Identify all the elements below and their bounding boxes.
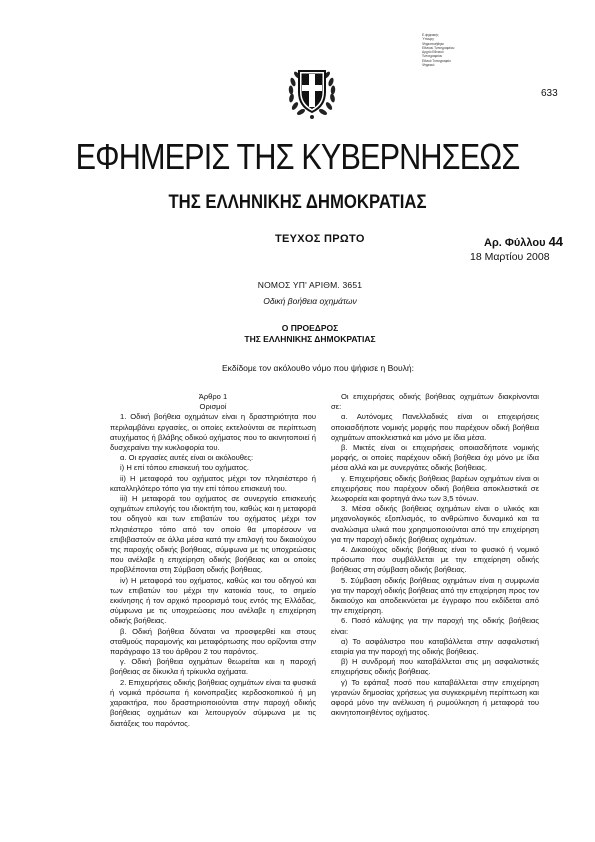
promulgation-formula: Εκδίδομε τον ακόλουθο νόμο που ψήφισε η Βουλή: [222,363,414,373]
page-number: 633 [541,88,558,99]
issue-date: 18 Μαρτίου 2008 [470,251,550,263]
stamp-line: Τυπογραφείου [422,54,443,59]
stamp-line: Εθνικού Τυπογραφείου [422,45,455,50]
body-paragraph: ii) Η μεταφορά του οχήματος μέχρι τον πλησιέστερο ή καταλληλότερο τόπο για την επί τόπου επισκευή του. [110,473,316,493]
gazette-title: ΕΦΗΜΕΡΙΣ ΤΗΣ ΚΥΒΕΡΝΗΣΕΩΣ [75,136,520,177]
body-paragraph: α. Αυτόνομες Πανελλαδικές είναι οι επιχειρήσεις οποιασδήποτε νομικής μορφής που παρέχουν οδική βοήθεια οχημάτων αποκλειστικά και μόνο με ίδια μέσα. [331,412,539,442]
issue-volume: ΤΕΥΧΟΣ ΠΡΩΤΟ [275,233,365,245]
body-paragraph: α) Το ασφάλιστρο που καταβάλλεται στην ασφαλιστική εταιρία για την παροχή της οδικής βοήθειας. [331,636,539,657]
stamp-line: Ψηφιοποιήθηκε [422,41,444,46]
body-paragraph: 5. Σύμβαση οδικής βοήθειας οχημάτων είναι η συμφωνία για την παροχή οδικής βοήθειας από την επιχείρηση προς τον δικαιούχο και αποδεικνύεται με έγγραφο που εκδίδεται από την επιχείρηση. [331,575,539,616]
sheet-label-text: Αρ. Φύλλου [484,237,546,249]
stamp-line: E.ψηφιακής [422,33,439,37]
law-number: ΝΟΜΟΣ ΥΠ' ΑΡΙΘΜ. 3651 [257,280,363,290]
body-paragraph: γ) Το εφάπαξ ποσό που καταβάλλεται στην επιχείρηση γερανών δημοσίας χρήσεως για συγκεκριμένη περίπτωση και αφορά μόνο την ανέλκυση ή ρυμούλκηση ή μεταφορά του ακινητοποιηθέντος οχήματος. [331,677,539,718]
body-paragraph: β. Οδική βοήθεια δύναται να προσφερθεί και στους σταθμούς παραμονής και μεταφόρτωσης που ορίζονται στην παράγραφο 13 του άρθρου 2 του παρόντος. [110,626,316,657]
stamp-line: Αρχείο Εθνικού [422,50,444,55]
body-paragraph: γ. Οδική βοήθεια οχημάτων θεωρείται και η παροχή βοήθειας σε δίκυκλα ή τρίκυκλα οχήματα. [110,657,316,677]
article-heading: Ορισμοί [199,402,227,412]
sheet-number-label [484,234,563,249]
right-text-column [331,392,539,719]
left-text-column [110,392,316,729]
stamp-line: Ύπουργ [422,37,434,42]
body-paragraph: α. Οι εργασίες αυτές είναι οι ακόλουθες: [120,453,254,463]
body-paragraph: 6. Ποσό κάλυψης για την παροχή της οδικής βοήθειας είναι: [331,616,539,636]
body-paragraph: γ. Επιχειρήσεις οδικής βοήθειας βαρέων οχημάτων είναι οι επιχειρήσεις που παρέχουν οδική βοήθεια αποκλειστικά σε λεωφορεία και φορτηγά άνω των 3,5 τόνων. [331,473,539,504]
law-title: Οδική βοήθεια οχημάτων [263,296,357,306]
body-paragraph: i) Η επί τόπου επισκευή του οχήματος. [120,463,249,473]
body-paragraph: β. Μικτές είναι οι επιχειρήσεις οποιασδήποτε νομικής μορφής, οι οποίες παρέχουν οδική βοήθεια όχι μόνο με ίδια μέσα αλλά και με συνεργάτες οδικής βοήθειας. [331,443,539,473]
stamp-line: Ψηφιακό [422,63,435,68]
body-paragraph: 3. Μέσα οδικής βοήθειας οχημάτων είναι ο υλικός και μηχανολογικός εξοπλισμός, το ανθρώπινο δυναμικό και τα αναλώσιμα υλικά που χρησιμοποιούνται από την επιχείρηση για την παροχή οδικής βοήθειας οχημάτων. [331,504,539,544]
sheet-number: 44 [548,234,564,249]
president-heading-line1: Ο ΠΡΟΕΔΡΟΣ [281,323,339,333]
article-heading: Άρθρο 1 [198,392,228,401]
body-paragraph: iii) Η μεταφορά του οχήματος σε συνεργείο επισκευής οχημάτων επιλογής του ιδιοκτήτη του, καθώς και η μεταφορά του οδηγού και των επιβατών του οχήματος μέχρι τον πλησιέστερο τόπο από τον οποίο θα μπορέσουν να επιβιβαστούν σε άλλα μέσα κατά την επιλογή του δικαιούχου της παροχής οδικής βοήθειας, σύμφωνα με τις υποχρεώσεις που ανέλαβε η επιχείρηση οδικής βοήθειας και οι οποίες προβλέπονται στη Σύμβαση οδικής βοήθειας. [110,494,316,575]
gazette-subtitle: ΤΗΣ ΕΛΛΗΝΙΚΗΣ ΔΗΜΟΚΡΑΤΙΑΣ [168,192,427,213]
body-paragraph: 4. Δικαιούχος οδικής βοήθειας είναι το φυσικό ή νομικό πρόσωπο που συμβάλλεται με την επιχείρηση οδικής βοήθειας στη σύμβαση οδικής βοήθειας. [331,545,539,575]
body-paragraph: iv) Η μεταφορά του οχήματος, καθώς και του οδηγού και των επιβατών του μέχρι την κατοικία τους, το σημείο εκκίνησης ή τον αρχικό προορισμό τους εντός της Ελλάδας, σύμφωνα με τις υποχρεώσεις που ανέλαβε η επιχείρηση οδικής βοήθειας. [110,575,316,626]
body-paragraph: 1. Οδική βοήθεια οχημάτων είναι η δραστηριότητα που περιλαμβάνει εργασίες, οι οποίες εκτελούνται σε περίπτωση ατυχήματος ή βλάβης οδικού οχήματος που το ακινητοποιεί ή δυσχεραίνει την κυκλοφορία του. [110,412,316,453]
body-paragraph: β) Η συνδρομή που καταβάλλεται στις μη ασφαλιστικές επιχειρήσεις οδικής βοήθειας. [331,657,539,677]
stamp-line: Εθνικό Τυπογραφείο [422,58,451,63]
president-heading-line2: ΤΗΣ ΕΛΛΗΝΙΚΗΣ ΔΗΜΟΚΡΑΤΙΑΣ [244,334,376,344]
body-paragraph: 2. Επιχειρήσεις οδικής βοήθειας οχημάτων είναι τα φυσικά ή νομικά πρόσωπα ή κοινοπραξίες κερδοσκοπικού ή μη χαρακτήρα, που δραστηριοποιούνται στην παροχή οδικής βοήθειας οχημάτων και λειτουργούν σύμφωνα με τις διατάξεις του παρόντος. [110,677,316,728]
greek-coat-of-arms-icon [287,62,337,120]
digitization-stamp [422,33,482,67]
body-paragraph: Οι επιχειρήσεις οδικής βοήθειας οχημάτων διακρίνονται σε: [331,392,539,412]
